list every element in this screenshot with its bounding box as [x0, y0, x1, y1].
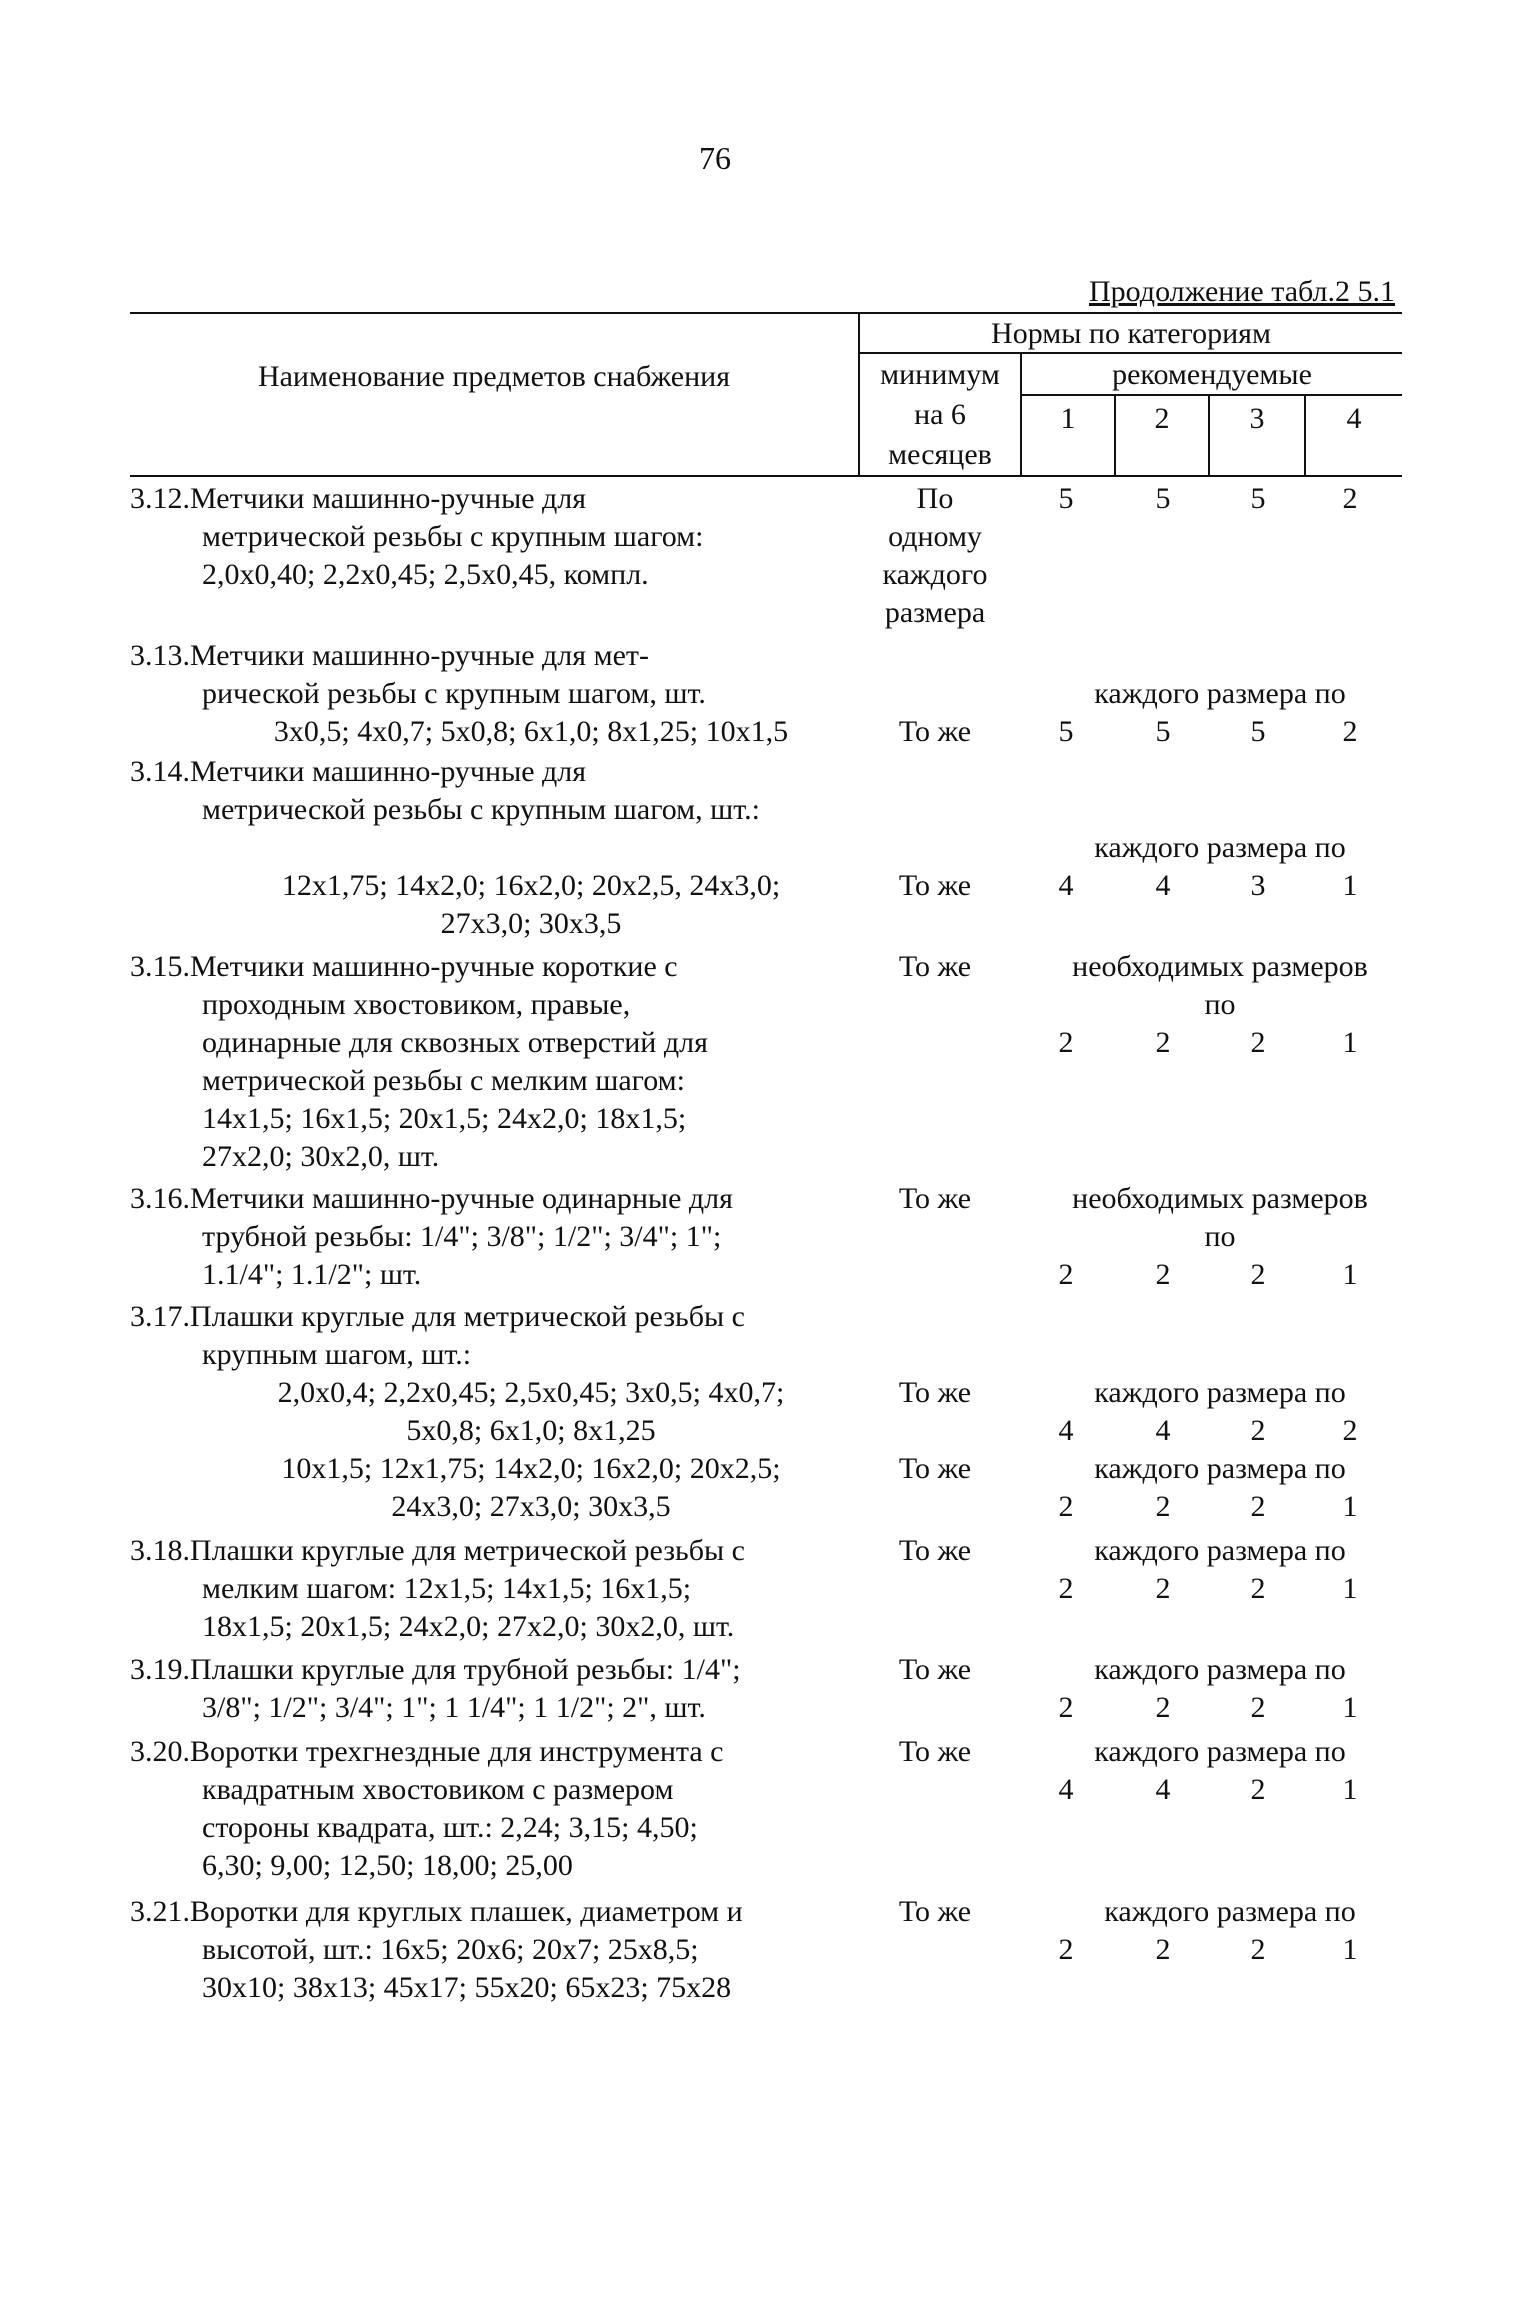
item-line: 24х3,0; 27х3,0; 30х3,5	[391, 1490, 671, 1523]
min-value: То же	[898, 1735, 972, 1768]
cat4-value: 1	[1342, 1933, 1358, 1966]
cat3-value: 2	[1250, 1773, 1266, 1806]
cat2-value: 4	[1155, 1414, 1171, 1447]
item-name	[130, 1893, 860, 2007]
item-name	[130, 1532, 860, 1646]
item-line: Плашки круглые для метрической резьбы с	[190, 1534, 745, 1567]
cat3-value: 5	[1250, 715, 1266, 748]
item-number: 3.19.	[130, 1653, 190, 1686]
cat2-value: 2	[1155, 1026, 1171, 1059]
item-line: 2,0х0,40; 2,2х0,45; 2,5х0,45, компл.	[202, 558, 649, 591]
item-number: 3.14.	[130, 755, 190, 788]
cat4-value: 1	[1342, 1572, 1358, 1605]
item-line: рической резьбы с крупным шагом, шт.	[202, 677, 706, 710]
item-name	[130, 1180, 860, 1294]
table-row	[0, 480, 1535, 640]
item-line: 27х3,0; 30х3,5	[440, 907, 622, 940]
cat4-value: 1	[1342, 1258, 1358, 1291]
item-line: 30х10; 38х13; 45х17; 55х20; 65х23; 75х28	[202, 1971, 732, 2004]
table-top-rule	[130, 312, 1402, 314]
item-line: метрической резьбы с крупным шагом, шт.:	[202, 793, 760, 826]
quantity-note: каждого размера по	[1094, 1653, 1346, 1686]
item-line: одинарные для сквозных отверстий для	[202, 1026, 708, 1059]
item-line: 10х1,5; 12х1,75; 14х2,0; 16х2,0; 20х2,5;	[281, 1452, 781, 1485]
cat2-value: 2	[1155, 1572, 1171, 1605]
header-min-line2: на 6	[914, 398, 966, 431]
table-caption: Продолжение табл.2 5.1	[1089, 275, 1395, 308]
item-line: 12х1,75; 14х2,0; 16х2,0; 20х2,5, 24х3,0;	[281, 869, 781, 902]
header-cat-1: 1	[1060, 402, 1076, 435]
item-line: 27х2,0; 30х2,0, шт.	[202, 1140, 440, 1173]
table-row	[0, 1733, 1535, 1893]
item-line: высотой, шт.: 16х5; 20х6; 20х7; 25х8,5;	[202, 1933, 699, 1966]
min-value: То же	[898, 1376, 972, 1409]
item-line: Метчики машинно-ручные короткие с	[190, 950, 678, 983]
item-number: 3.21.	[130, 1895, 190, 1928]
quantity-note: каждого размера по	[1094, 831, 1346, 864]
cat3-value: 2	[1250, 1572, 1266, 1605]
table-row	[0, 948, 1535, 1183]
min-value: То же	[898, 1653, 972, 1686]
cat3-value: 2	[1250, 1691, 1266, 1724]
header-min-line3: месяцев	[888, 438, 992, 471]
item-line: крупным шагом, шт.:	[202, 1338, 472, 1371]
cat1-value: 4	[1058, 1414, 1074, 1447]
item-line: стороны квадрата, шт.: 2,24; 3,15; 4,50;	[202, 1811, 698, 1844]
quantity-note: по	[1204, 1220, 1236, 1253]
min-value	[860, 480, 1010, 632]
header-cat-4: 4	[1346, 402, 1362, 435]
header-min-line1: минимум	[880, 358, 1000, 391]
cat4-value: 1	[1342, 869, 1358, 902]
item-line: 3х0,5; 4х0,7; 5х0,8; 6х1,0; 8х1,25; 10х1,5	[273, 715, 789, 748]
item-line: 1.1/4"; 1.1/2"; шт.	[202, 1258, 422, 1291]
quantity-note: каждого размера по	[1094, 1376, 1346, 1409]
table-row	[0, 753, 1535, 953]
table-header-bottom-rule	[130, 475, 1402, 477]
min-line: размера	[884, 596, 986, 629]
cat2-value: 2	[1155, 1691, 1171, 1724]
item-number: 3.12.	[130, 482, 190, 515]
header-cat-3: 3	[1249, 402, 1265, 435]
item-line: 14х1,5; 16х1,5; 20х1,5; 24х2,0; 18х1,5;	[202, 1102, 687, 1135]
min-line: одному	[888, 520, 982, 553]
cat3-value: 3	[1250, 869, 1266, 902]
cat1-value: 2	[1058, 1490, 1074, 1523]
quantity-note: каждого размера по	[1094, 677, 1346, 710]
table-row	[0, 1651, 1535, 1731]
header-recommended: рекомендуемые	[1112, 358, 1312, 391]
item-name	[130, 1733, 860, 1885]
quantity-note: каждого размера по	[1104, 1895, 1356, 1928]
table-row	[0, 637, 1535, 757]
min-value: То же	[898, 1182, 972, 1215]
item-line: 3/8"; 1/2"; 3/4"; 1"; 1 1/4"; 1 1/2"; 2", шт.	[202, 1691, 706, 1724]
item-line: метрической резьбы с крупным шагом:	[202, 520, 704, 553]
item-line: Воротки для круглых плашек, диаметром и	[190, 1895, 743, 1928]
cat3-value: 2	[1250, 1933, 1266, 1966]
cat1-value: 2	[1058, 1026, 1074, 1059]
cat2-value: 2	[1155, 1933, 1171, 1966]
item-line: 18х1,5; 20х1,5; 24х2,0; 27х2,0; 30х2,0, шт.	[202, 1610, 735, 1643]
item-name	[130, 948, 860, 1176]
min-value: То же	[898, 715, 972, 748]
min-value: То же	[898, 950, 972, 983]
item-line: мелким шагом: 12х1,5; 14х1,5; 16х1,5;	[202, 1572, 692, 1605]
item-line: трубной резьбы: 1/4"; 3/8"; 1/2"; 3/4"; 1";	[202, 1220, 722, 1253]
cat4-value: 2	[1342, 482, 1358, 515]
item-line: квадратным хвостовиком с размером	[202, 1773, 674, 1806]
item-number: 3.13.	[130, 639, 190, 672]
header-cat-2: 2	[1154, 402, 1170, 435]
item-name	[130, 1651, 860, 1727]
table-row	[0, 1893, 1535, 2013]
header-name-column: Наименование предметов снабжения	[257, 360, 731, 393]
min-value: То же	[898, 869, 972, 902]
cat4-value: 1	[1342, 1773, 1358, 1806]
quantity-note: каждого размера по	[1094, 1534, 1346, 1567]
cat4-value: 1	[1342, 1026, 1358, 1059]
cat1-value: 2	[1058, 1572, 1074, 1605]
item-line: Метчики машинно-ручные для	[190, 755, 587, 788]
item-number: 3.15.	[130, 950, 190, 983]
min-line: каждого	[882, 558, 988, 591]
item-name	[130, 1298, 860, 1526]
item-number: 3.18.	[130, 1534, 190, 1567]
cat2-value: 2	[1155, 1258, 1171, 1291]
item-number: 3.16.	[130, 1182, 190, 1215]
quantity-note: каждого размера по	[1094, 1452, 1346, 1485]
item-name	[130, 753, 860, 943]
recommended-under-rule	[1020, 394, 1402, 396]
cat4-value: 1	[1342, 1490, 1358, 1523]
cat1-value: 5	[1058, 482, 1074, 515]
min-line: По	[916, 482, 954, 515]
cat1-value: 2	[1058, 1691, 1074, 1724]
quantity-note: по	[1204, 988, 1236, 1021]
item-line: Плашки круглые для трубной резьбы: 1/4";	[190, 1653, 741, 1686]
cat3-value: 2	[1250, 1026, 1266, 1059]
quantity-note: каждого размера по	[1094, 1735, 1346, 1768]
item-line: 2,0х0,4; 2,2х0,45; 2,5х0,45; 3х0,5; 4х0,7;	[277, 1376, 785, 1409]
header-norms: Нормы по категориям	[991, 317, 1271, 350]
item-line: Метчики машинно-ручные для	[190, 482, 587, 515]
item-line: 6,30; 9,00; 12,50; 18,00; 25,00	[202, 1849, 573, 1882]
quantity-note: необходимых размеров	[1072, 1182, 1368, 1215]
item-line: Плашки круглые для метрической резьбы с	[190, 1300, 745, 1333]
cat1-value: 4	[1058, 869, 1074, 902]
cat1-value: 2	[1058, 1933, 1074, 1966]
min-value: То же	[898, 1534, 972, 1567]
item-line: Метчики машинно-ручные для мет-	[190, 639, 649, 672]
min-value: То же	[898, 1452, 972, 1485]
cat3-value: 5	[1250, 482, 1266, 515]
cat2-value: 4	[1155, 869, 1171, 902]
table-row	[0, 1298, 1535, 1538]
table-row	[0, 1532, 1535, 1652]
cat2-value: 2	[1155, 1490, 1171, 1523]
cat4-value: 2	[1342, 1414, 1358, 1447]
cat2-value: 4	[1155, 1773, 1171, 1806]
cat1-value: 5	[1058, 715, 1074, 748]
item-name	[130, 637, 860, 751]
quantity-note: необходимых размеров	[1072, 950, 1368, 983]
item-name	[130, 480, 860, 594]
cat2-value: 5	[1155, 715, 1171, 748]
page-number: 76	[699, 140, 731, 176]
cat2-value: 5	[1155, 482, 1171, 515]
item-line: метрической резьбы с мелким шагом:	[202, 1064, 685, 1097]
cat1-value: 4	[1058, 1773, 1074, 1806]
min-value: То же	[898, 1895, 972, 1928]
item-line: проходным хвостовиком, правые,	[202, 988, 631, 1021]
item-line: 5х0,8; 6х1,0; 8х1,25	[406, 1414, 656, 1447]
cat3-value: 2	[1250, 1490, 1266, 1523]
item-number: 3.20.	[130, 1735, 190, 1768]
item-line: Воротки трехгнездные для инструмента с	[190, 1735, 724, 1768]
cat4-value: 2	[1342, 715, 1358, 748]
table-row	[0, 1180, 1535, 1300]
cat3-value: 2	[1250, 1258, 1266, 1291]
item-number: 3.17.	[130, 1300, 190, 1333]
cat4-value: 1	[1342, 1691, 1358, 1724]
cat1-value: 2	[1058, 1258, 1074, 1291]
cat3-value: 2	[1250, 1414, 1266, 1447]
item-line: Метчики машинно-ручные одинарные для	[190, 1182, 733, 1215]
